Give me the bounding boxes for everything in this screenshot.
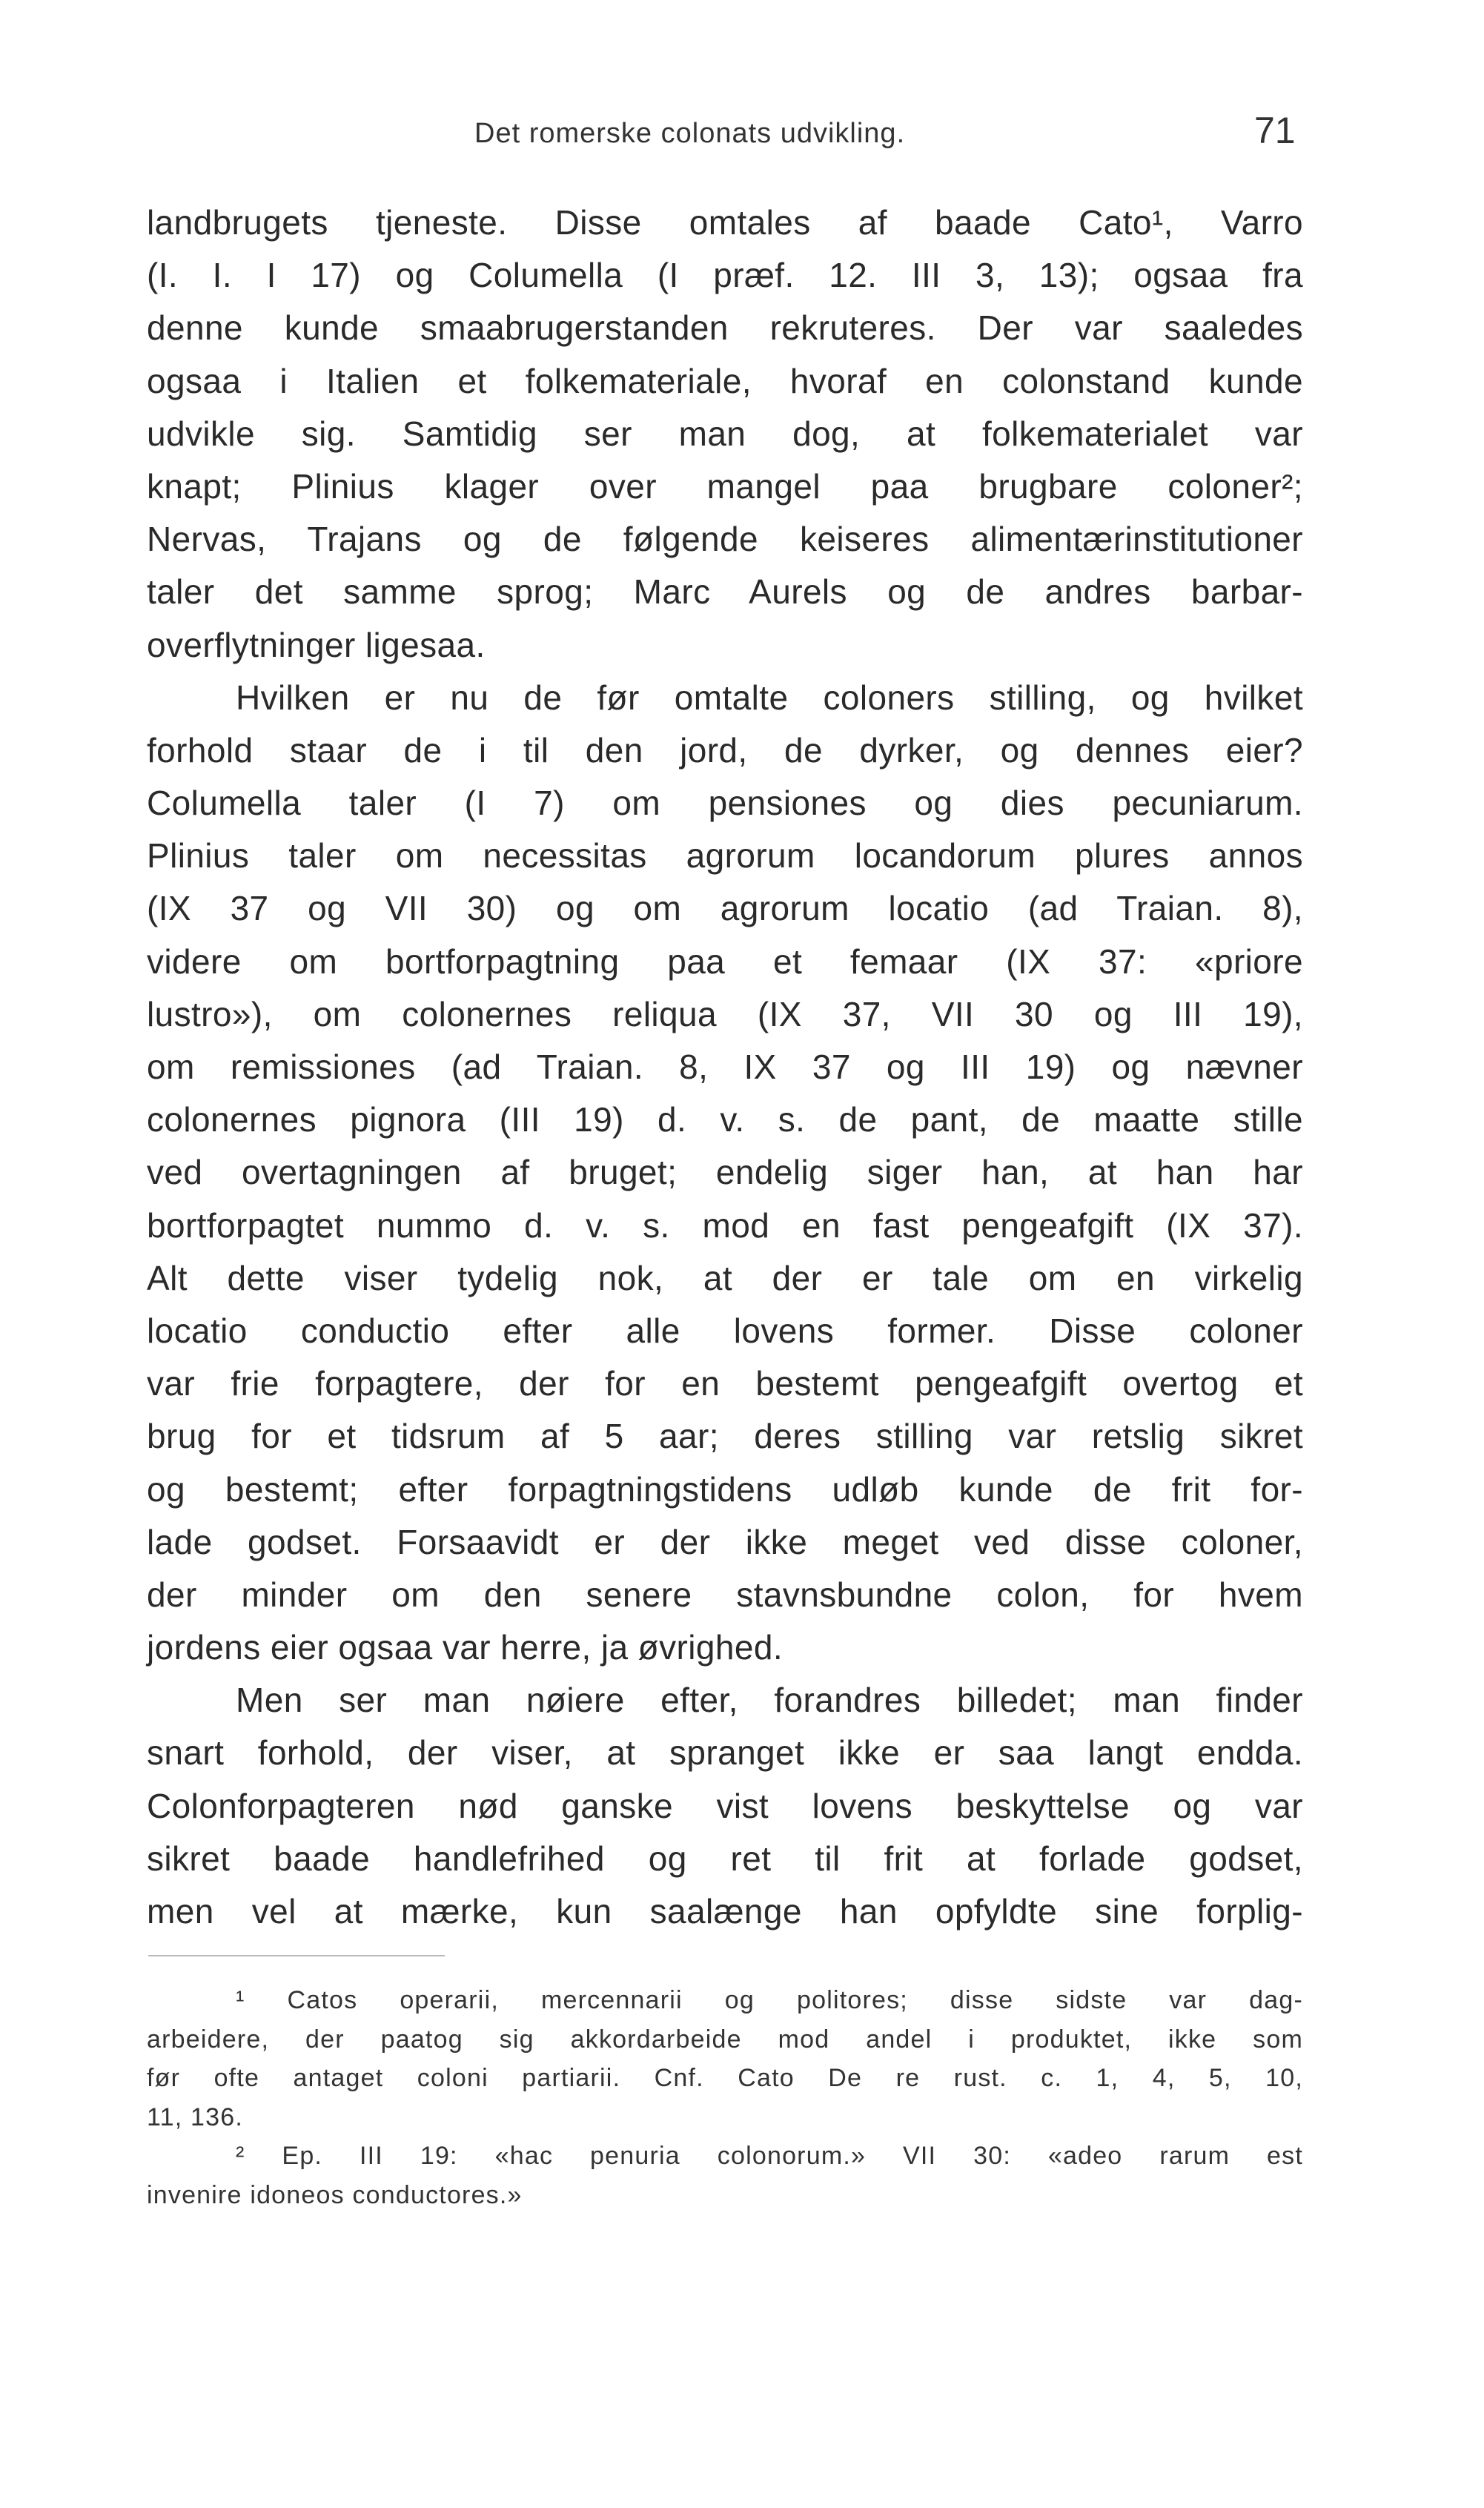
running-title: Det romerske colonats udvikling. xyxy=(474,118,906,149)
text-line: ved overtagningen af bruget; endelig siger han, at han har xyxy=(147,1153,1303,1192)
footnote-line: før ofte antaget coloni partiarii. Cnf. Cato De re rust. c. 1, 4, 5, 10, xyxy=(147,2064,1303,2092)
text-line: colonernes pignora (III 19) d. v. s. de pant, de maatte stille xyxy=(147,1100,1303,1139)
text-line: jordens eier ogsaa var herre, ja øvrighed. xyxy=(147,1628,784,1667)
text-line: snart forhold, der viser, at spranget ikke er saa langt endda. xyxy=(147,1733,1303,1773)
text-line: der minder om den senere stavnsbundne colon, for hvem xyxy=(147,1575,1303,1614)
text-line: ogsaa i Italien et folkemateriale, hvoraf en colonstand kunde xyxy=(147,361,1303,400)
footnote-line: invenire idoneos conductores.» xyxy=(147,2180,523,2209)
text-line: Alt dette viser tydelig nok, at der er tale om en virkelig xyxy=(147,1258,1303,1297)
footnote-line: ² Ep. III 19: «hac penuria colonorum.» VII 30: «adeo rarum est xyxy=(236,2142,1303,2170)
text-line: bortforpagtet nummo d. v. s. mod en fast pengeafgift (IX 37). xyxy=(147,1205,1303,1245)
text-line: denne kunde smaabrugerstanden rekruteres. Der var saaledes xyxy=(147,308,1303,348)
text-line: Plinius taler om necessitas agrorum locandorum plures annos xyxy=(147,836,1303,876)
text-line: lustro»), om colonernes reliqua (IX 37, VII 30 og III 19), xyxy=(147,994,1303,1033)
text-line: og bestemt; efter forpagtningstidens udløb kunde de frit for- xyxy=(147,1469,1303,1509)
text-line: Columella taler (I 7) om pensiones og dies pecuniarum. xyxy=(147,784,1303,823)
text-line: men vel at mærke, kun saalænge han opfyldte sine forplig- xyxy=(147,1892,1303,1930)
footnotes xyxy=(147,1981,1303,2214)
text-line: om remissiones (ad Traian. 8, IX 37 og III 19) og nævner xyxy=(147,1048,1303,1086)
text-line: lade godset. Forsaavidt er der ikke meget ved disse coloner, xyxy=(147,1522,1303,1561)
text-line: landbrugets tjeneste. Disse omtales af baade Cato¹, Varro xyxy=(147,203,1303,242)
text-line: var frie forpagtere, der for en bestemt pengeafgift overtog et xyxy=(147,1364,1303,1403)
text-line: knapt; Plinius klager over mangel paa brugbare coloner²; xyxy=(147,466,1303,506)
text-line: (IX 37 og VII 30) og om agrorum locatio (ad Traian. 8), xyxy=(147,889,1303,928)
main-text xyxy=(147,196,1303,1938)
text-line: (I. I. I 17) og Columella (I præf. 12. III 3, 13); ogsaa fra xyxy=(147,256,1303,295)
text-line: sikret baade handlefrihed og ret til frit at forlade godset, xyxy=(147,1839,1303,1878)
footnote-rule xyxy=(148,1955,445,1956)
text-line: Nervas, Trajans og de følgende keiseres alimentærinstitutioner xyxy=(147,520,1303,559)
running-header xyxy=(0,111,1484,156)
text-line: udvikle sig. Samtidig ser man dog, at folkematerialet var xyxy=(147,414,1303,453)
page-number: 71 xyxy=(1254,110,1296,151)
footnote-line: ¹ Catos operarii, mercennarii og politores; disse sidste var dag- xyxy=(236,1986,1303,2014)
text-line: Hvilken er nu de før omtalte coloners stilling, og hvilket xyxy=(236,678,1303,717)
text-line: brug for et tidsrum af 5 aar; deres stilling var retslig sikret xyxy=(147,1417,1303,1456)
footnote-line: 11, 136. xyxy=(147,2102,243,2131)
text-line: forhold staar de i til den jord, de dyrker, og dennes eier? xyxy=(147,730,1303,770)
text-line: Colonforpagteren nød ganske vist lovens beskyttelse og var xyxy=(147,1786,1303,1825)
footnote-line: arbeidere, der paatog sig akkordarbeide mod andel i produktet, ikke som xyxy=(147,2025,1303,2054)
text-line: Men ser man nøiere efter, forandres billedet; man finder xyxy=(236,1681,1303,1720)
text-line: taler det samme sprog; Marc Aurels og de andres barbar- xyxy=(147,572,1303,612)
text-line: videre om bortforpagtning paa et femaar (IX 37: «priore xyxy=(147,942,1303,981)
text-line: locatio conductio efter alle lovens former. Disse coloner xyxy=(147,1311,1303,1350)
text-line: overflytninger ligesaa. xyxy=(147,625,486,664)
